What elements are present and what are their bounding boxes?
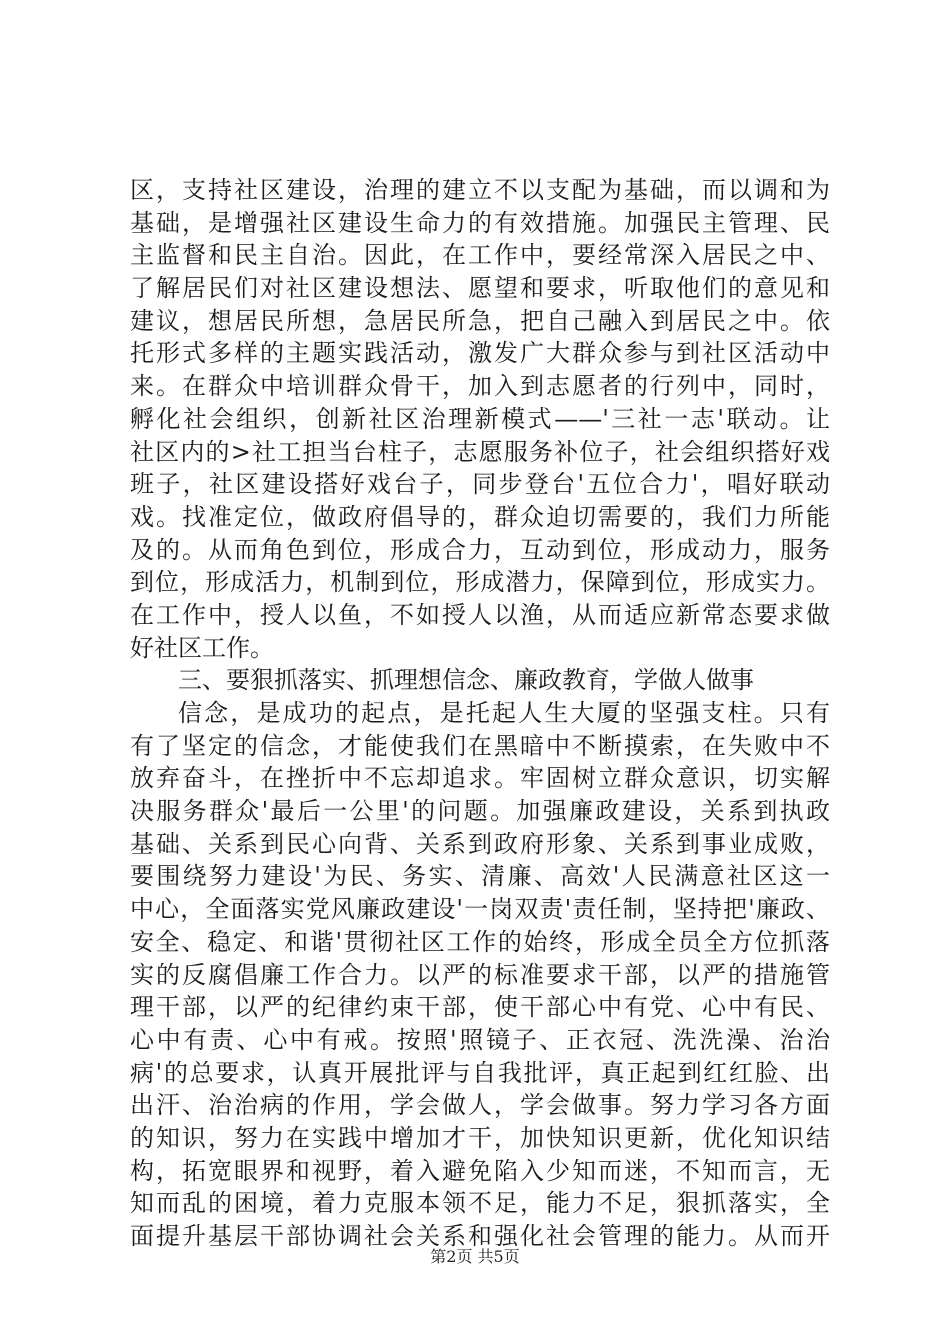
text-line: 面提升基层干部协调社会关系和强化社会管理的能力。从而开	[130, 1222, 830, 1250]
text-line: 托形式多样的主题实践活动，激发广大群众参与到社区活动中	[130, 339, 830, 368]
paragraph	[130, 697, 830, 1253]
text-line: 知而乱的困境，着力克服本领不足，能力不足，狠抓落实，全	[130, 1189, 830, 1218]
paragraph	[130, 664, 830, 697]
text-line: 孵化社会组织，创新社区治理新模式——'三社一志'联动。让	[130, 404, 830, 433]
text-line: 实的反腐倡廉工作合力。以严的标准要求干部，以严的措施管	[130, 960, 830, 989]
paragraph	[130, 174, 830, 664]
text-line: 在工作中，授人以鱼，不如授人以渔，从而适应新常态要求做	[130, 600, 830, 629]
text-line: 社区内的>社工担当台柱子，志愿服务补位子，社会组织搭好戏	[130, 437, 830, 466]
document-body	[130, 174, 830, 1253]
text-line: 区，支持社区建设，治理的建立不以支配为基础，而以调和为	[130, 176, 830, 204]
text-line: 病'的总要求，认真开展批评与自我批评，真正起到红红脸、出	[130, 1058, 830, 1087]
text-line: 好社区工作。	[130, 633, 274, 662]
text-line: 信念，是成功的起点，是托起人生大厦的坚强支柱。只有	[178, 699, 830, 727]
text-line: 班子，社区建设搭好戏台子，同步登台'五位合力'，唱好联动	[130, 470, 830, 499]
text-line: 构，拓宽眼界和视野，着入避免陷入少知而迷，不知而言，无	[130, 1156, 830, 1185]
text-line: 的知识，努力在实践中增加才干，加快知识更新，优化知识结	[130, 1123, 830, 1152]
text-line: 出汗、治治病的作用，学会做人，学会做事。努力学习各方面	[130, 1091, 830, 1120]
text-line: 中心，全面落实党风廉政建设'一岗双责'责任制，坚持把'廉政、	[130, 895, 830, 924]
text-line: 建议，想居民所想，急居民所急，把自己融入到居民之中。依	[130, 306, 830, 335]
text-line: 放弃奋斗，在挫折中不忘却追求。牢固树立群众意识，切实解	[130, 764, 830, 793]
text-line: 基础、关系到民心向背、关系到政府形象、关系到事业成败，	[130, 829, 830, 858]
text-line: 来。在群众中培训群众骨干，加入到志愿者的行列中，同时，	[130, 372, 830, 401]
text-line: 戏。找准定位，做政府倡导的，群众迫切需要的，我们力所能	[130, 502, 830, 531]
text-line: 决服务群众'最后一公里'的问题。加强廉政建设，关系到执政	[130, 797, 830, 826]
text-line: 安全、稳定、和谐'贯彻社区工作的始终，形成全员全方位抓落	[130, 927, 830, 956]
text-line: 要围绕努力建设'为民、务实、清廉、高效'人民满意社区这一	[130, 862, 830, 891]
page-footer: 第2页 共5页	[430, 1247, 520, 1266]
text-line: 主监督和民主自治。因此，在工作中，要经常深入居民之中、	[130, 241, 830, 270]
text-line: 有了坚定的信念，才能使我们在黑暗中不断摸索，在失败中不	[130, 731, 830, 760]
text-line: 了解居民们对社区建设想法、愿望和要求，听取他们的意见和	[130, 274, 830, 303]
text-line: 心中有责、心中有戒。按照'照镜子、正衣冠、洗洗澡、治治	[130, 1025, 830, 1054]
text-line: 三、要狠抓落实、抓理想信念、廉政教育，学做人做事	[178, 666, 754, 695]
text-line: 及的。从而角色到位，形成合力，互动到位，形成动力，服务	[130, 535, 830, 564]
text-line: 基础，是增强社区建设生命力的有效措施。加强民主管理、民	[130, 208, 830, 237]
text-line: 理干部，以严的纪律约束干部，使干部心中有党、心中有民、	[130, 993, 830, 1022]
text-line: 到位，形成活力，机制到位，形成潜力，保障到位，形成实力。	[130, 568, 830, 597]
